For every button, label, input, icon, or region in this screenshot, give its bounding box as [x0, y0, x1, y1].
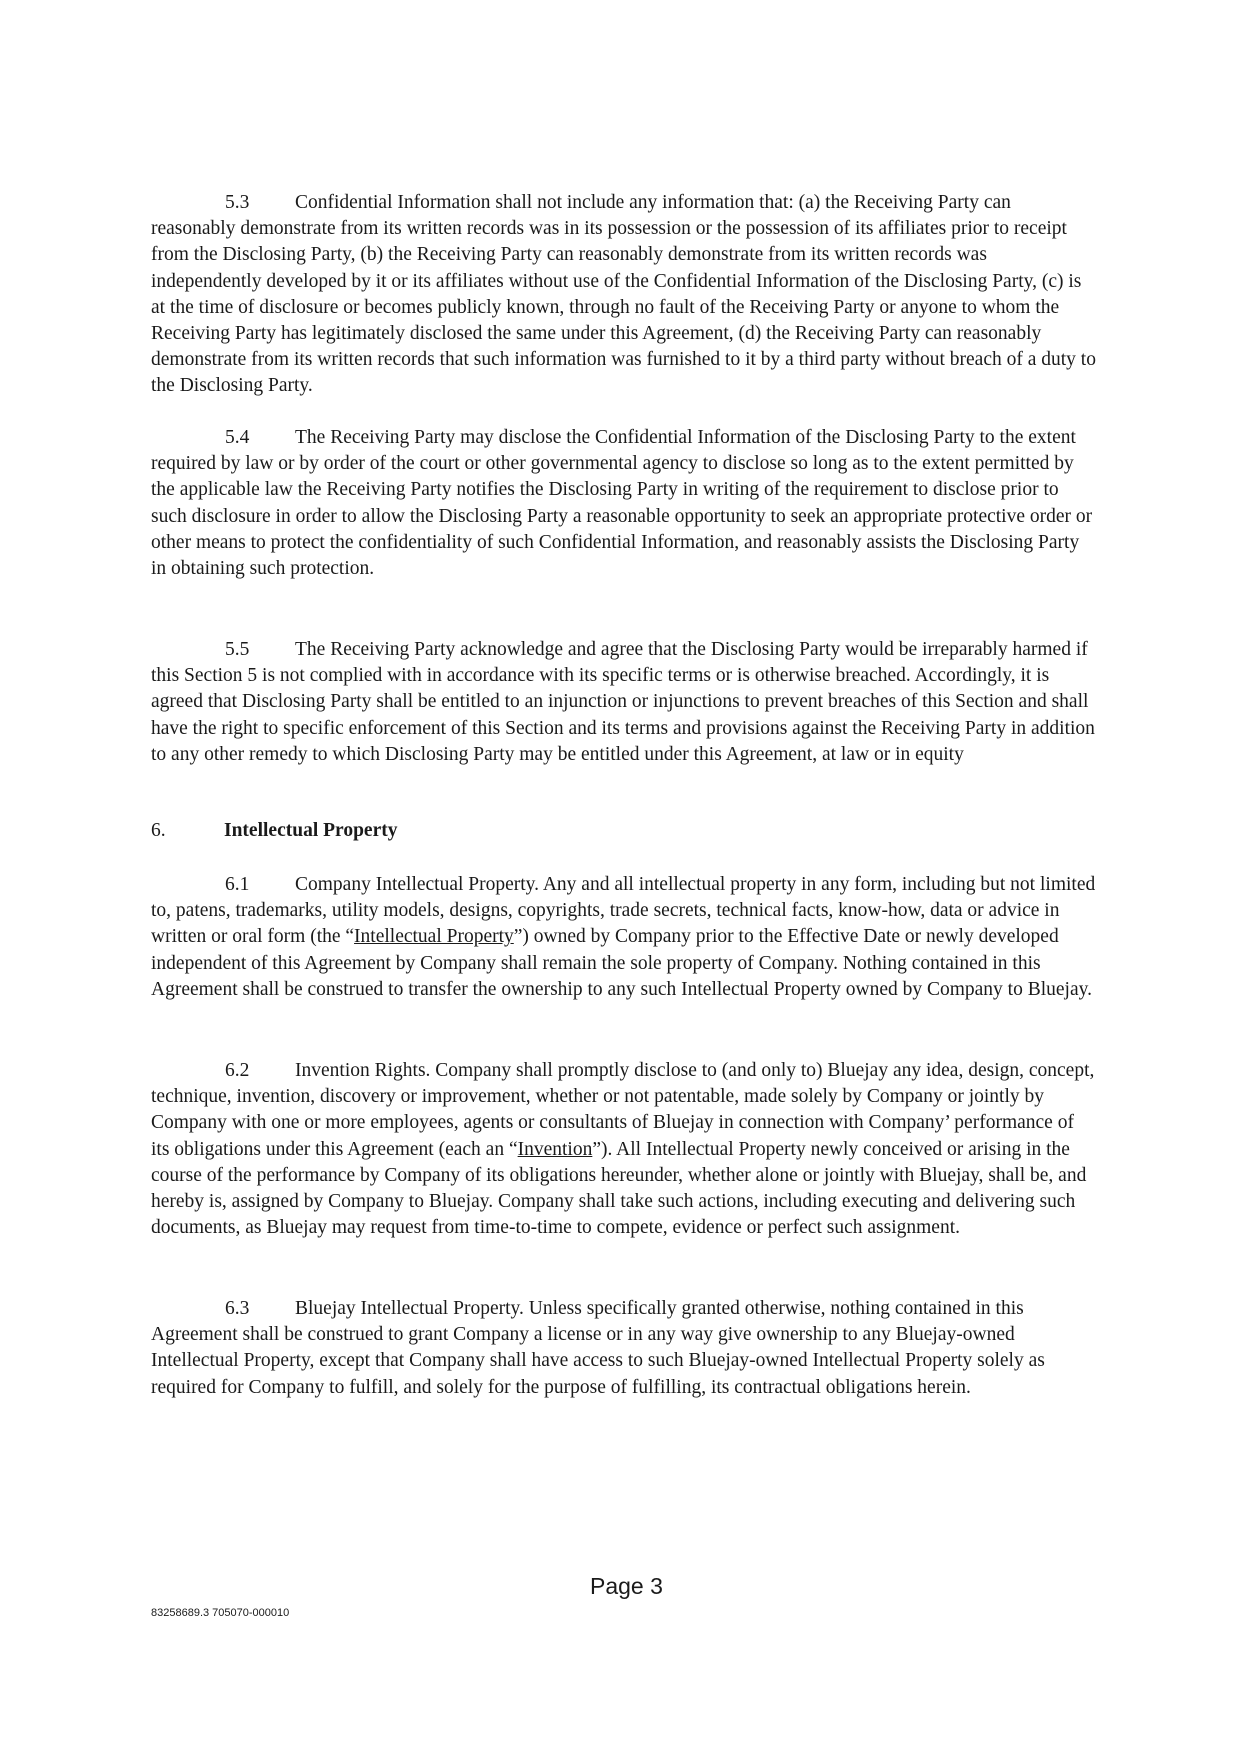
page-number: Page 3 [590, 1573, 663, 1599]
section-6-heading [151, 818, 397, 844]
section-number: 6.1 [225, 874, 250, 895]
section-text: The Receiving Party may disclose the Confidential Information of the Disclosing Party to the extent required by law or by order of the court or other governmental agency to disclose so long as to the extent permitted by the applicable law the Receiving Party notifies the Disclosing Party in writing of the requirement to disclose prior to such disclosure in order to allow the Disclosing Party a reasonable opportunity to seek an appropriate protective order or other means to protect the confidentiality of such Confidential Information, and reasonably assists the Disclosing Party in obtaining such protection. [151, 427, 1093, 580]
section-text: The Receiving Party acknowledge and agree that the Disclosing Party would be irreparably harmed if this Section 5 is not complied with in accordance with its specific terms or is otherwise breached. Accordingly, it is agreed that Disclosing Party shall be entitled to an injunction or injunctions to prevent breaches of this Section and shall have the right to specific enforcement of this Section and its terms and provisions against the Receiving Party in addition to any other remedy to which Disclosing Party may be entitled under this Agreement, at law or in equity [151, 639, 1095, 765]
heading-number: 6. [151, 820, 166, 841]
section-5-4 [151, 425, 1096, 582]
section-5-3 [151, 190, 1096, 400]
section-text: Confidential Information shall not include any information that: (a) the Receiving Party can reasonably demonstrate from its written records was in its possession or the possession of its affiliates prior to receipt from the Disclosing Party, (b) the Receiving Party can reasonably demonstrate from its written records was independently developed by it or its affiliates without use of the Confidential Information of the Disclosing Party, (c) is at the time of disclosure or becomes publicly known, through no fault of the Receiving Party or anyone to whom the Receiving Party has legitimately disclosed the same under this Agreement, (d) the Receiving Party can reasonably demonstrate from its written records that such information was furnished to it by a third party without breach of a duty to the Disclosing Party. [151, 192, 1096, 397]
document-id: 83258689.3 705070-000010 [151, 1607, 290, 1619]
section-text-start: Company Intellectual Property. Any and all intellectual property in any form, including but not limited to, patens, trademarks, utility models, designs, copyrights, trade secrets, technical facts, know-how, data or advice in written or oral form (the “ [151, 874, 1096, 948]
section-number: 5.5 [225, 639, 250, 660]
section-number: 5.4 [225, 427, 250, 448]
section-6-1 [151, 872, 1096, 1003]
heading-title: Intellectual Property [224, 820, 398, 841]
section-6-3 [151, 1296, 1096, 1401]
defined-term-intellectual-property: Intellectual Property [354, 926, 514, 948]
section-text-end: ”). All Intellectual Property newly conceived or arising in the course of the performance by Company of its obligations hereunder, whether alone or jointly with Bluejay, shall be, and hereby is, assigned by Company to Bluejay. Company shall take such actions, including executing and delivering such documents, as Bluejay may request from time-to-time to compete, evidence or perfect such assignment. [151, 1138, 1087, 1239]
section-5-5 [151, 637, 1096, 768]
section-number: 5.3 [225, 192, 250, 213]
defined-term-invention: Invention [517, 1138, 593, 1160]
section-text: Bluejay Intellectual Property. Unless specifically granted otherwise, nothing contained in this Agreement shall be construed to grant Company a license or in any way give ownership to any Bluejay-owned Intellectual Property, except that Company shall have access to such Bluejay-owned Intellectual Property solely as required for Company to fulfill, and solely for the purpose of fulfilling, its contractual obligations herein. [151, 1298, 1045, 1398]
section-number: 6.3 [225, 1298, 250, 1319]
section-text-start: Invention Rights. Company shall promptly disclose to (and only to) Bluejay any idea, design, concept, technique, invention, discovery or improvement, whether or not patentable, made solely by Company or jointly by Company with one or more employees, agents or consultants of Bluejay in connection with Company’ performance of its obligations under this Agreement (each an “ [151, 1060, 1095, 1160]
section-text-end: ”) owned by Company prior to the Effective Date or newly developed independent of this Agreement by Company shall remain the sole property of Company. Nothing contained in this Agreement shall be construed to transfer the ownership to any such Intellectual Property owned by Company to Bluejay. [151, 926, 1092, 1000]
section-6-2 [151, 1058, 1096, 1241]
section-number: 6.2 [225, 1060, 250, 1081]
